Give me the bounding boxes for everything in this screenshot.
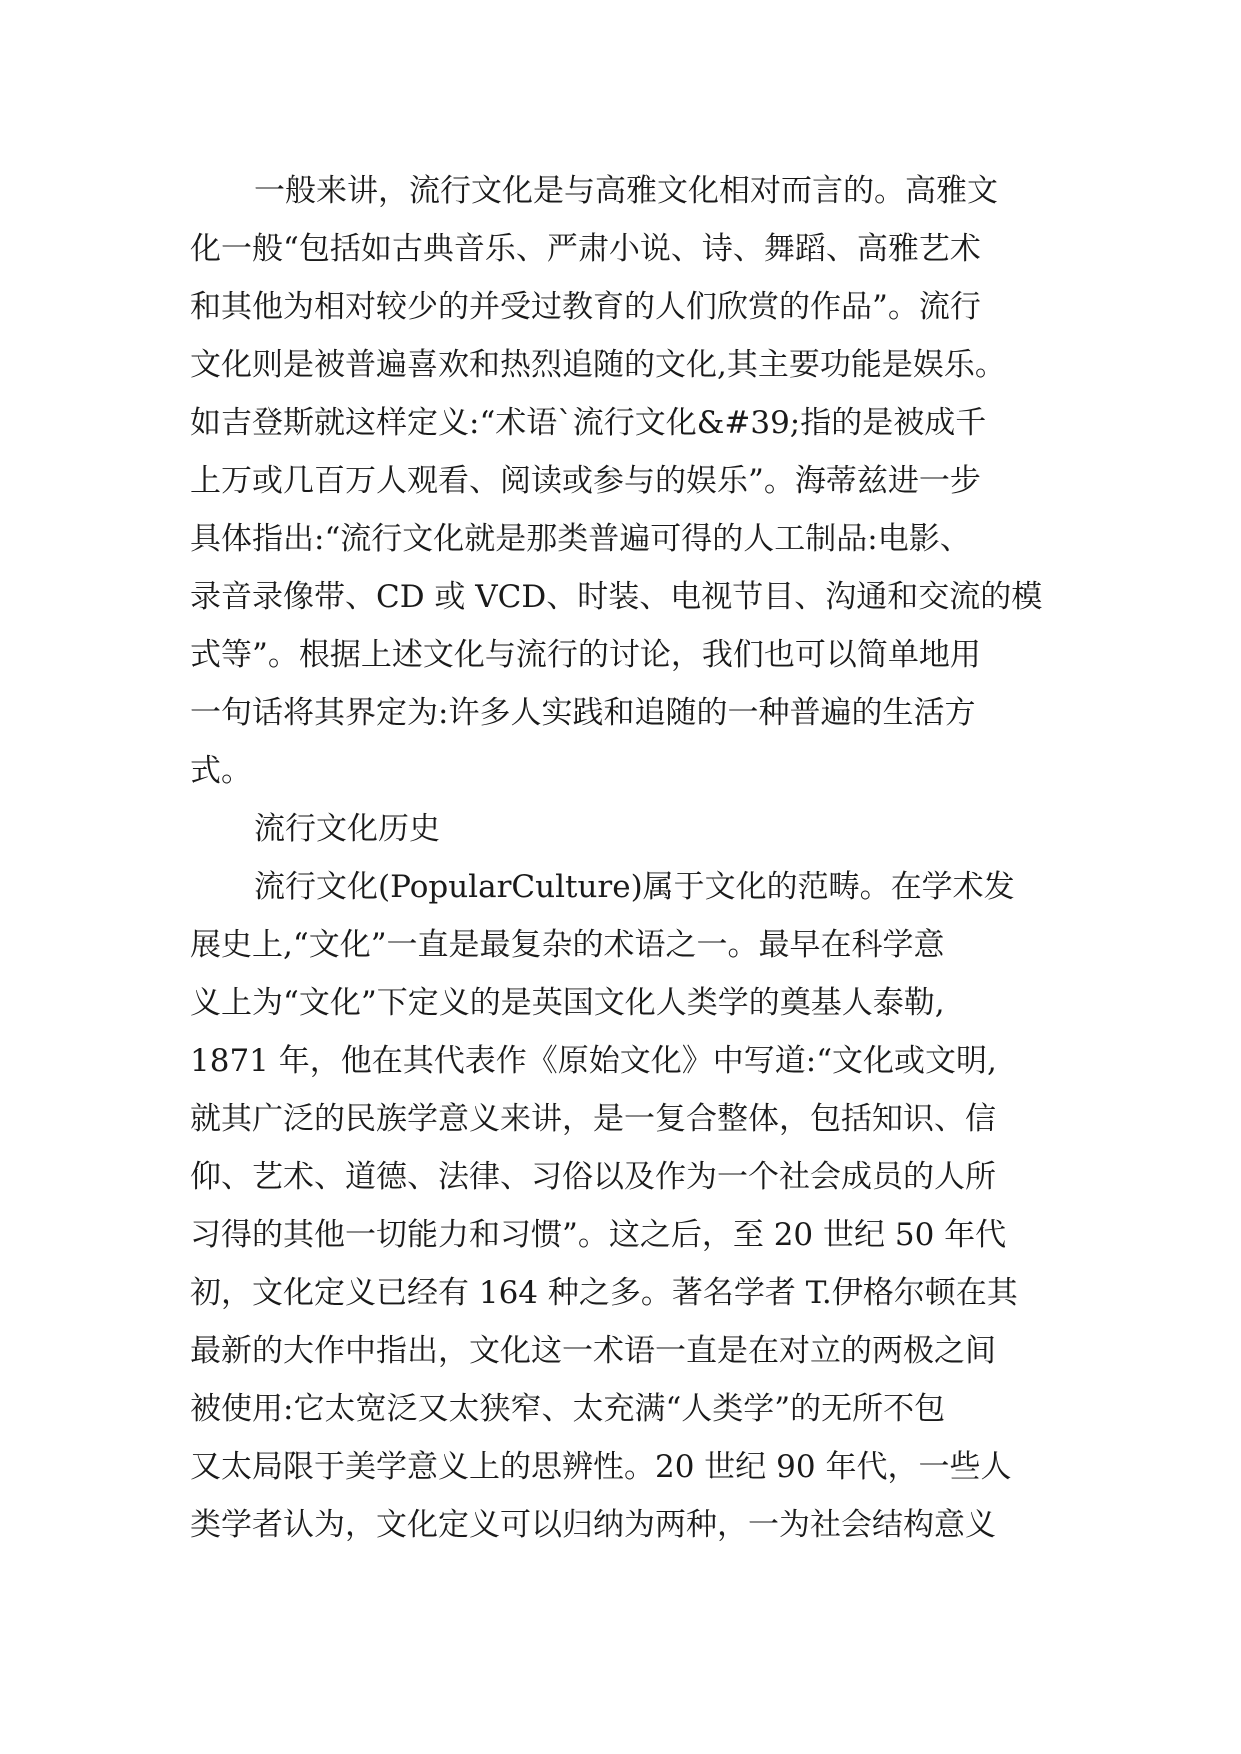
paragraph-line: 和其他为相对较少的并受过教育的人们欣赏的作品”。流行 (190, 289, 981, 325)
paragraph-line: 式。 (190, 753, 252, 789)
paragraph-line: 具体指出:“流行文化就是那类普遍可得的人工制品:电影、 (190, 521, 971, 557)
paragraph-line: 展史上,“文化”一直是最复杂的术语之一。最早在科学意 (190, 927, 945, 963)
paragraph-line: 习得的其他一切能力和习惯”。这之后，至 20 世纪 50 年代 (190, 1217, 1007, 1253)
paragraph-line: 如吉登斯就这样定义:“术语`流行文化&#39;指的是被成千 (190, 405, 987, 441)
paragraph-line: 义上为“文化”下定义的是英国文化人类学的奠基人泰勒, (190, 985, 945, 1021)
paragraph-line: 一句话将其界定为:许多人实践和追随的一种普遍的生活方 (190, 695, 976, 731)
paragraph-line: 被使用:它太宽泛又太狭窄、太充满“人类学”的无所不包 (190, 1391, 946, 1427)
body-text (190, 162, 1048, 1554)
paragraph-line: 1871 年，他在其代表作《原始文化》中写道:“文化或文明, (190, 1043, 997, 1079)
paragraph-line: 初，文化定义已经有 164 种之多。著名学者 T.伊格尔顿在其 (190, 1275, 1018, 1311)
paragraph-line: 流行文化(PopularCulture)属于文化的范畴。在学术发 (254, 869, 1015, 905)
paragraph-line: 一般来讲，流行文化是与高雅文化相对而言的。高雅文 (254, 173, 998, 209)
paragraph-history (190, 858, 1048, 1554)
paragraph-line: 就其广泛的民族学意义来讲，是一复合整体，包括知识、信 (190, 1101, 996, 1137)
paragraph-line: 又太局限于美学意义上的思辨性。20 世纪 90 年代，一些人 (190, 1449, 1012, 1485)
paragraph-line: 式等”。根据上述文化与流行的讨论，我们也可以简单地用 (190, 637, 981, 673)
paragraph-line: 化一般“包括如古典音乐、严肃小说、诗、舞蹈、高雅艺术 (190, 231, 981, 267)
paragraph-line: 最新的大作中指出，文化这一术语一直是在对立的两极之间 (190, 1333, 996, 1369)
paragraph-line: 上万或几百万人观看、阅读或参与的娱乐”。海蒂兹进一步 (190, 463, 981, 499)
paragraph-definition (190, 162, 1048, 800)
paragraph-line: 类学者认为，文化定义可以归纳为两种，一为社会结构意义 (190, 1507, 996, 1543)
paragraph-line: 文化则是被普遍喜欢和热烈追随的文化,其主要功能是娱乐。 (190, 347, 1006, 383)
section-heading: 流行文化历史 (254, 811, 440, 847)
paragraph-line: 仰、艺术、道德、法律、习俗以及作为一个社会成员的人所 (190, 1159, 996, 1195)
paragraph-line: 录音录像带、CD 或 VCD、时装、电视节目、沟通和交流的模 (190, 579, 1043, 615)
